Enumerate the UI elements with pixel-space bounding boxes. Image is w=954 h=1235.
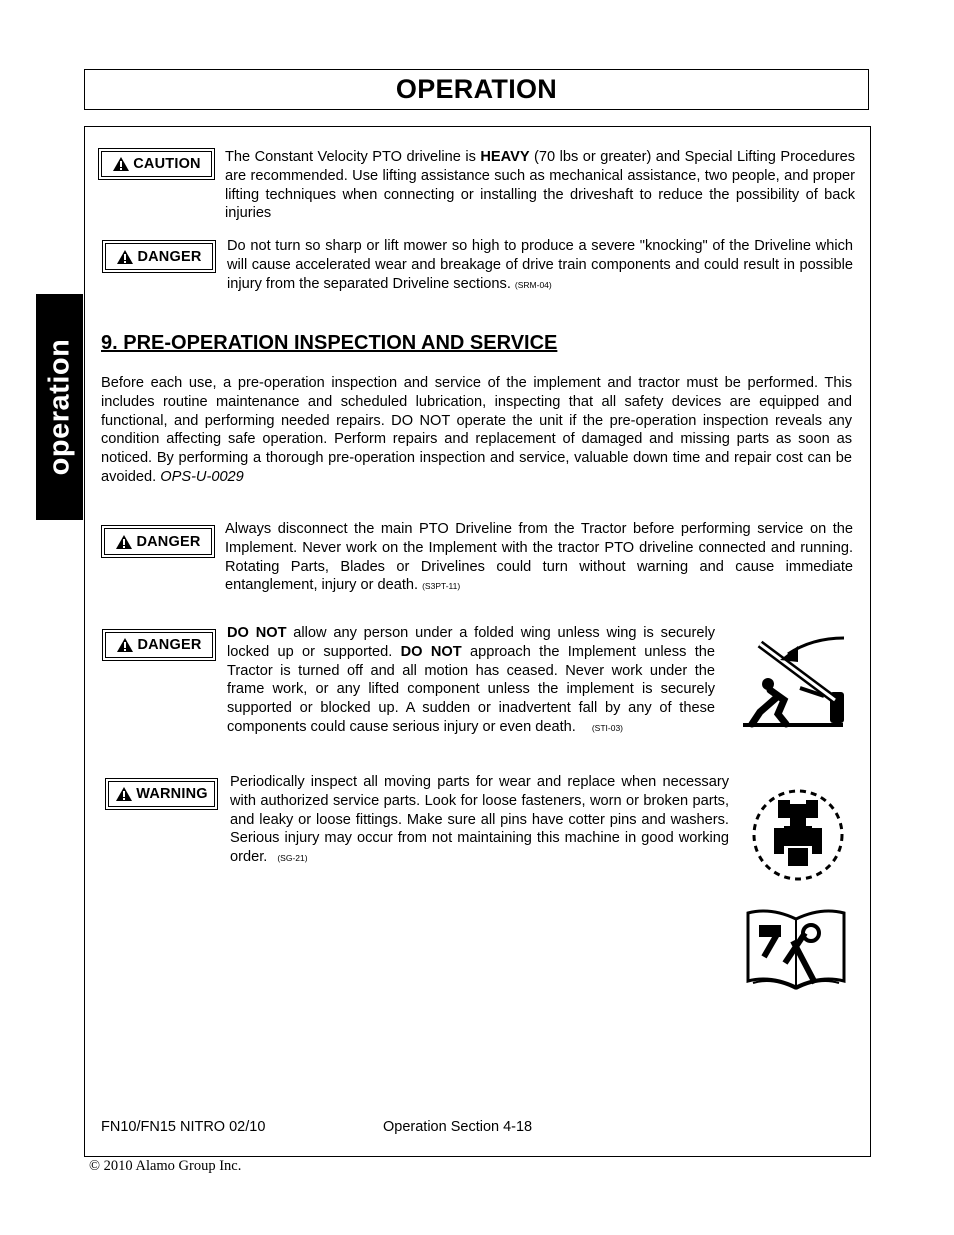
alert-triangle-icon [115, 786, 133, 802]
side-tab [36, 294, 83, 520]
alert-triangle-icon [116, 637, 134, 653]
footer-section: Operation Section 4-18 [383, 1119, 533, 1135]
section-heading: 9. PRE-OPERATION INSPECTION AND SERVICE [101, 332, 558, 354]
warning-text: Periodically inspect all moving parts for wear and replace when necessary with authorized service parts. Look for loose fasteners, worn or broken parts, and leaky or loose fittings. Make sure all pins have cotter pins and washers. Serious injury may occur from not maintaining this machine in good working order. (SG-21) [230, 774, 729, 866]
section-body: Before each use, a pre-operation inspection and service of the implement and tractor must be performed. This includes routine maintenance and scheduled lubrication, inspecting that all safety devices are equipped and functional, and performing needed repairs. DO NOT operate the unit if the pre-operation inspection reveals any condition affecting safe operation. Perform repairs and replacement of damaged and missing parts as soon as noticed. By performing a thorough pre-operation inspection and service, valuable down time and repair cost can be avoided. OPS-U-0029 [101, 375, 852, 485]
manual-tools-icon [745, 903, 847, 991]
alert-triangle-icon [115, 534, 133, 550]
danger-3-text: DO NOT allow any person under a folded wing unless wing is securely locked up or supported. DO NOT approach the Implement unless the Tractor is turned off and all motion has ceased. Never work under the frame work, or any lifted component unless the implement is securely supported or blocked up. A sudden or inadvertent fall by any of these components could cause serious injury or even death. (STI-03) [227, 625, 715, 735]
warning-badge-label: WARNING [136, 786, 208, 802]
page-header [84, 69, 869, 110]
danger-2-text: Always disconnect the main PTO Driveline from the Tractor before performing service on the Implement. Never work on the Implement with the tractor PTO driveline connected and running. Rotating Parts, Blades or Drivelines could turn without warning and cause immediate entanglement, injury or death. (S3PT-11) [225, 521, 853, 594]
side-tab-label: operation [43, 338, 75, 476]
danger-badge-label: DANGER [136, 533, 201, 550]
page-title: OPERATION [395, 74, 558, 104]
alert-triangle-icon [116, 249, 134, 265]
danger-badge-label: DANGER [137, 248, 202, 265]
danger-badge-1 [102, 240, 216, 273]
tractor-inspection-icon [748, 786, 848, 884]
alert-triangle-icon [112, 156, 130, 172]
footer-model: FN10/FN15 NITRO 02/10 [101, 1119, 266, 1135]
danger-badge-2 [101, 525, 215, 558]
danger-badge-3 [102, 629, 216, 661]
falling-wing-hazard-icon [740, 632, 850, 730]
caution-badge [98, 148, 215, 180]
warning-badge [105, 778, 218, 810]
caution-badge-label: CAUTION [133, 156, 201, 172]
danger-1-text: Do not turn so sharp or lift mower so high to produce a severe "knocking" of the Driveline which will cause accelerated wear and breakage of drive train components and could result in possible injury from the separated Driveline sections. (SRM-04) [227, 238, 853, 292]
copyright: © 2010 Alamo Group Inc. [89, 1158, 242, 1174]
caution-text: The Constant Velocity PTO driveline is HEAVY (70 lbs or greater) and Special Lifting Procedures are recommended. Use lifting assistance such as mechanical assistance, two people, and proper lifting techniques when connecting or installing the driveshaft to reduce the possibility of back injuries [225, 149, 856, 222]
danger-badge-label: DANGER [137, 637, 202, 653]
